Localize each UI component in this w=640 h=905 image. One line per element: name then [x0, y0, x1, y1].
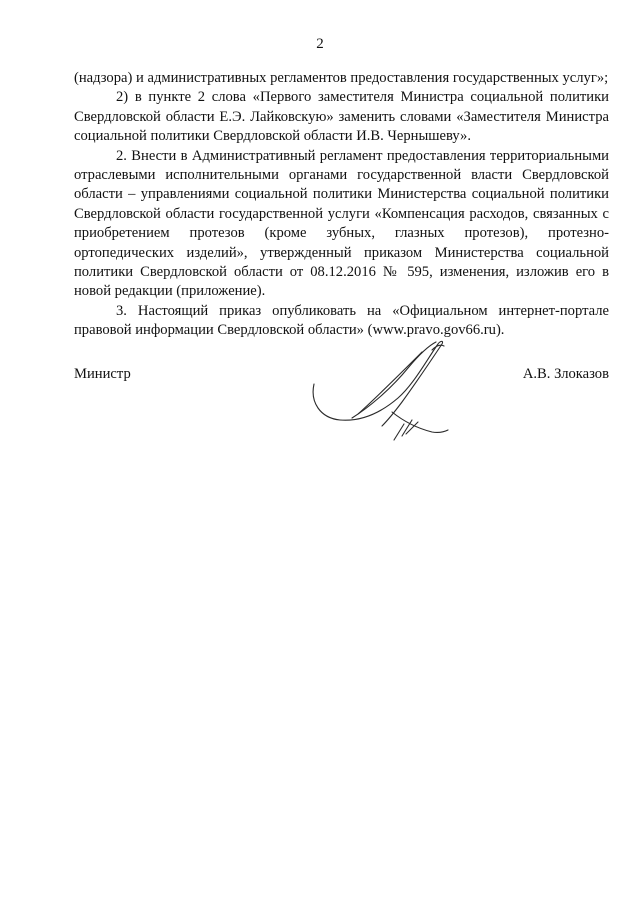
- page-number: 2: [316, 36, 324, 52]
- paragraph-point-3: 3. Настоящий приказ опубликовать на «Официальном интернет-портале правовой информации Свердловской области» (www.pravo.gov66.ru).: [74, 302, 609, 339]
- paragraph-point-2: 2. Внести в Административный регламент предоставления территориальными отраслевыми исполнительными органами государственной власти Свердловской области – управлениями социальной политики Министерства социальной политики Свердловской области государственной услуги «Компенсация расходов, связанных с приобретением протезов (кроме зубных, глазных протезов), протезно-ортопедических изделий», утвержденный приказом Министерства социальной политики Свердловской области от 08.12.2016 № 595, изменения, изложив его в новой редакции (приложение).: [74, 147, 609, 300]
- paragraph-continuation: (надзора) и административных регламентов предоставления государственных услуг»;: [74, 70, 609, 86]
- signer-name: А.В. Злоказов: [522, 366, 609, 382]
- handwritten-signature: [306, 336, 466, 446]
- document-body: [74, 69, 609, 341]
- signer-position: Министр: [74, 366, 131, 382]
- signature-block: [74, 366, 609, 446]
- paragraph-item-2: 2) в пункте 2 слова «Первого заместителя Министра социальной политики Свердловской области Е.Э. Лайковскую» заменить словами «Заместителя Министра социальной политики Свердловской области И.В. Чернышеву».: [74, 89, 609, 145]
